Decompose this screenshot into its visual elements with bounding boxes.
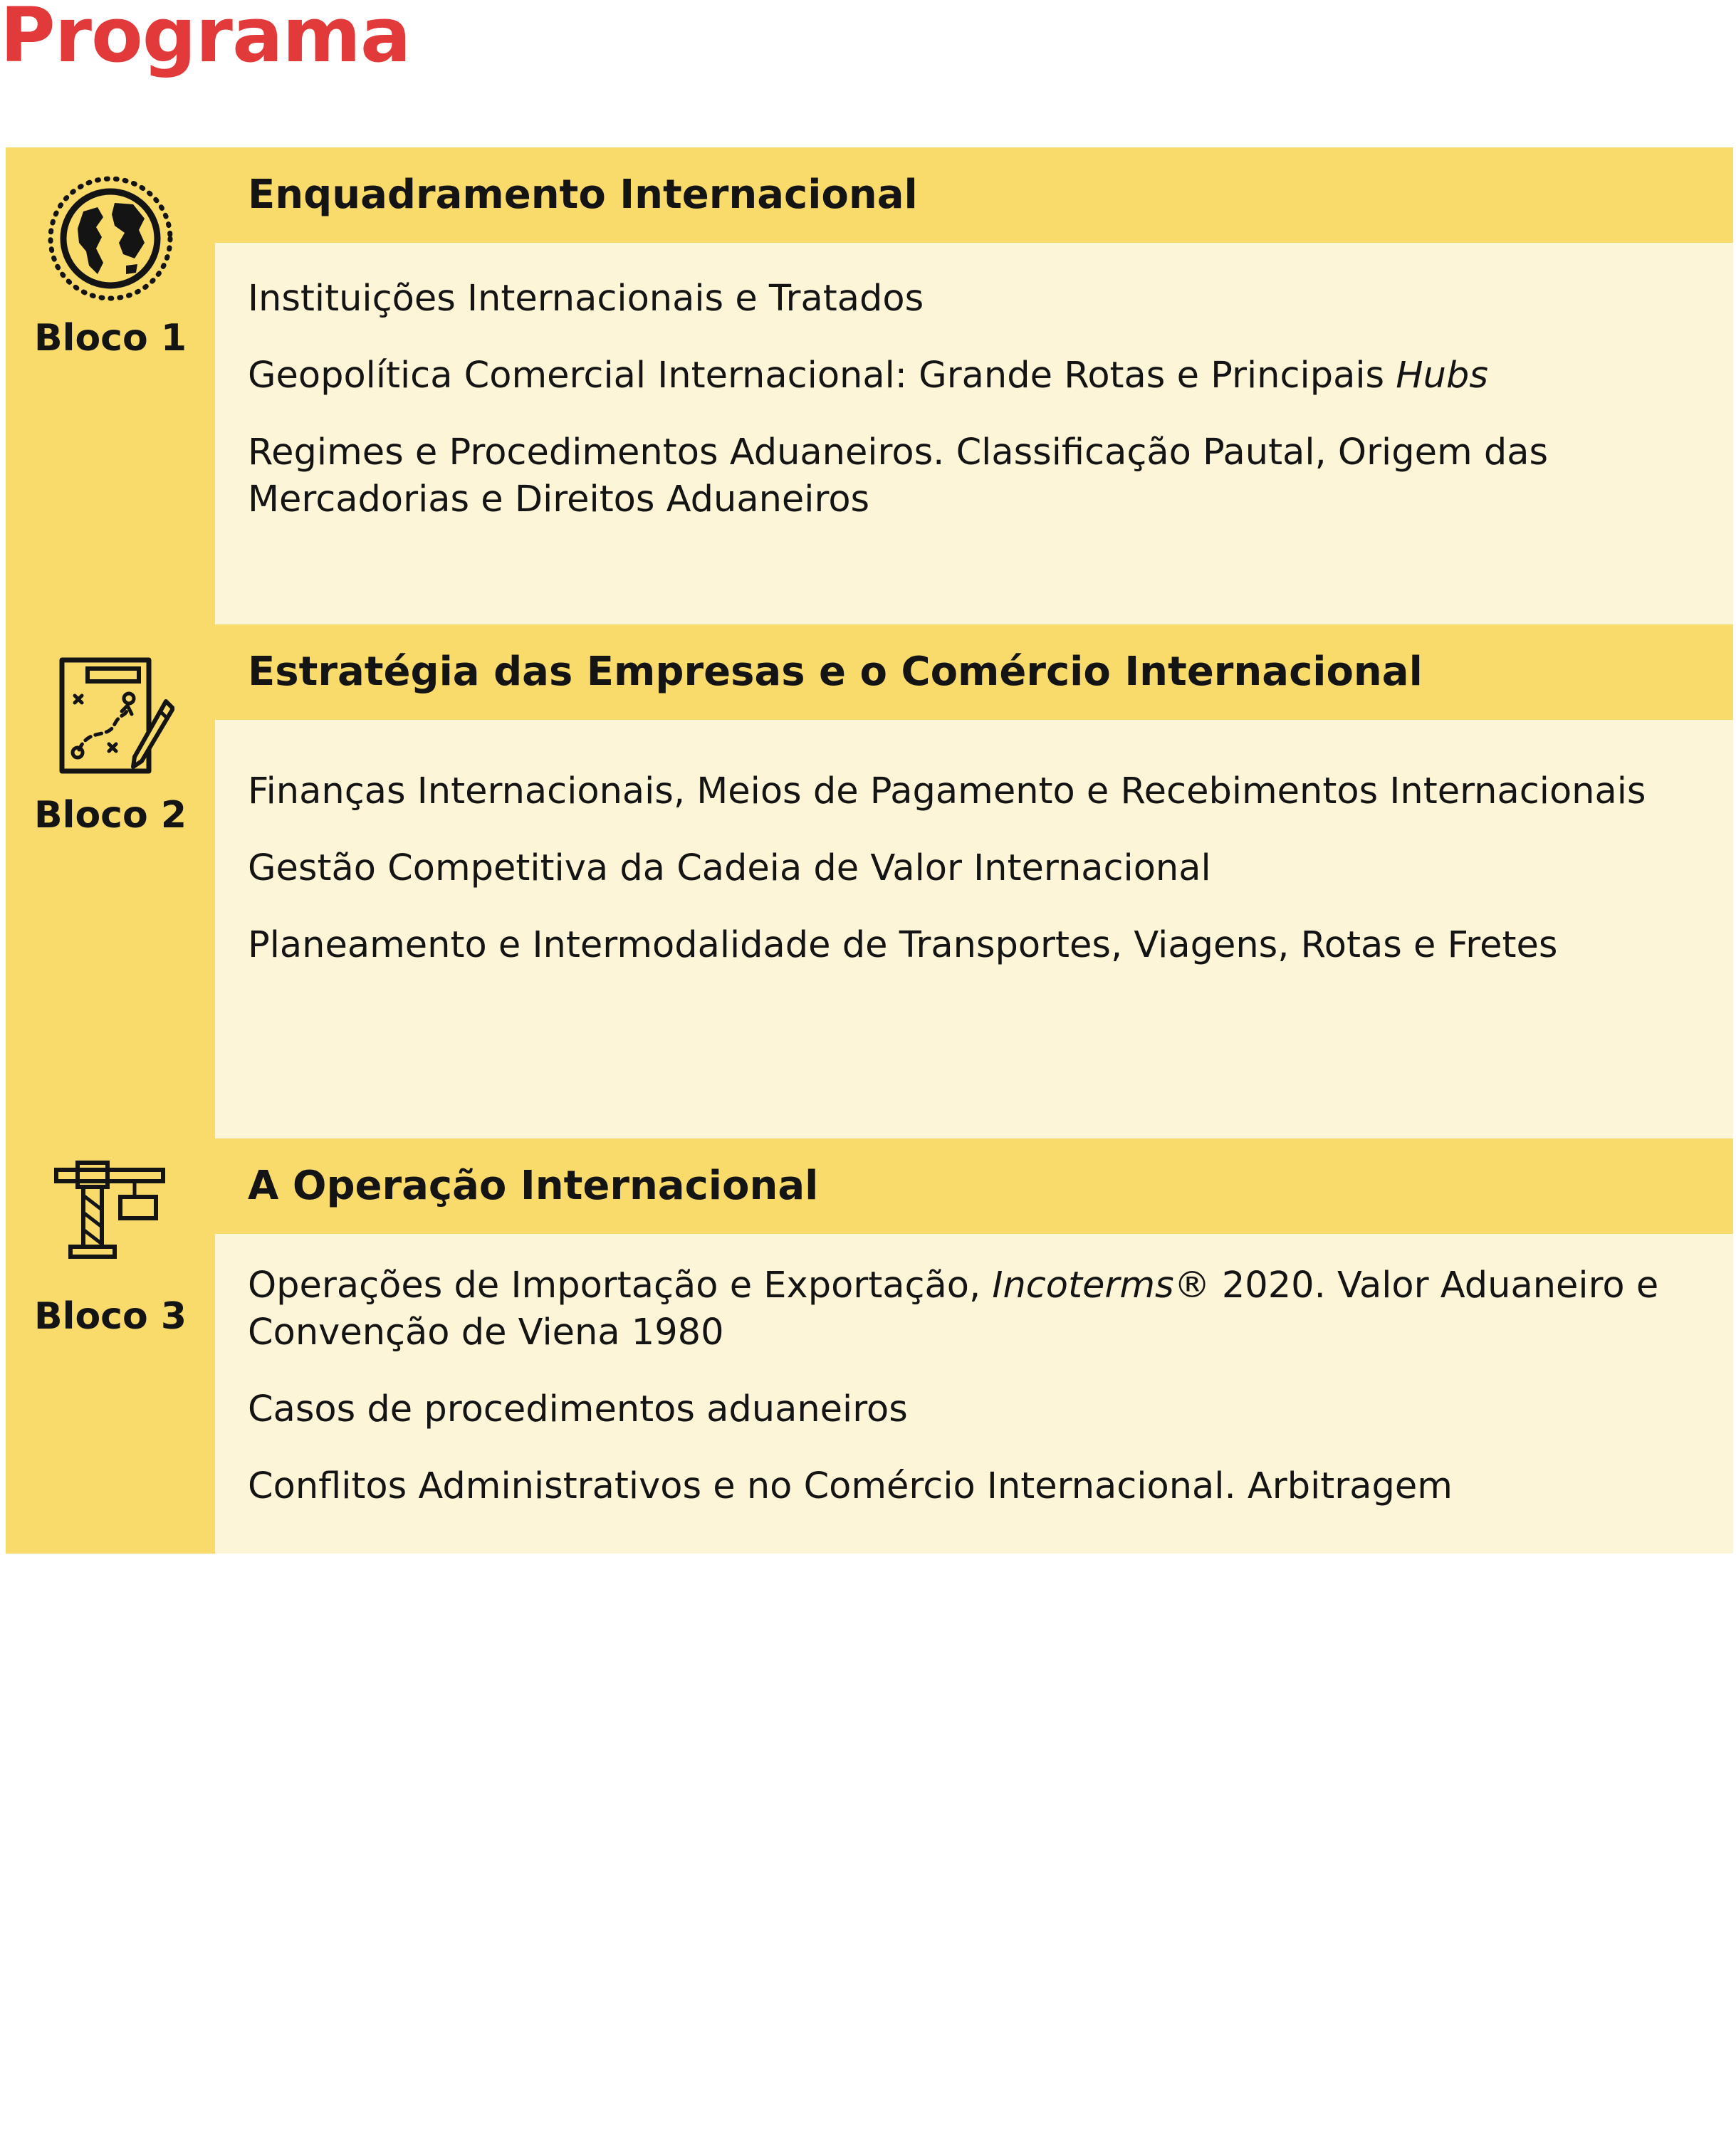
- block-2-topic-2: Gestão Competitiva da Cadeia de Valor Internacional: [248, 847, 1211, 889]
- globe-icon: [46, 174, 174, 303]
- block-2-title: Estratégia das Empresas e o Comércio Internacional: [248, 649, 1423, 695]
- block-2-label: Bloco 2: [33, 794, 187, 837]
- block-2-side: [6, 624, 215, 1138]
- block-3-body: [215, 1234, 1733, 1554]
- block-2: [6, 624, 1733, 1138]
- block-1-title: Enquadramento Internacional: [248, 172, 918, 218]
- block-1-label: Bloco 1: [33, 317, 187, 360]
- block-3-topic-1: Operações de Importação e Exportação, Incoterms® 2020. Valor Aduaneiro e Convenção de Viena 1980: [248, 1265, 1659, 1354]
- block-1-side: [6, 147, 215, 624]
- block-2-header: [215, 624, 1733, 720]
- page-title: Programa: [0, 0, 411, 79]
- block-3-header: [215, 1138, 1733, 1234]
- block-1-topic-1: Instituições Internacionais e Tratados: [248, 278, 924, 320]
- block-1-header: [215, 147, 1733, 243]
- italic-term: Incoterms: [992, 1265, 1174, 1307]
- block-3-label: Bloco 3: [33, 1295, 187, 1338]
- program-table: [6, 147, 1733, 1554]
- block-3-topic-2: Casos de procedimentos aduaneiros: [248, 1388, 908, 1430]
- block-3-topic-3: Conflitos Administrativos e no Comércio Internacional. Arbitragem: [248, 1465, 1453, 1507]
- block-3-side: [6, 1138, 215, 1554]
- block-1-topics: [215, 243, 1733, 523]
- block-2-topics: [215, 720, 1733, 969]
- block-1-topic-2: Geopolítica Comercial Internacional: Grande Rotas e Principais Hubs: [248, 355, 1488, 397]
- block-1-body: [215, 243, 1733, 624]
- block-2-body: [215, 720, 1733, 1138]
- block-3-topics: [215, 1234, 1733, 1510]
- block-3-title: A Operação Internacional: [248, 1163, 819, 1209]
- block-3: [6, 1138, 1733, 1554]
- block-1-topic-3: Regimes e Procedimentos Aduaneiros. Classificação Pautal, Origem das Mercadorias e Direitos Aduaneiros: [248, 431, 1549, 520]
- strategy-plan-icon: [46, 651, 174, 780]
- crane-icon: [46, 1157, 174, 1264]
- block-1: [6, 147, 1733, 624]
- block-2-topic-1: Finanças Internacionais, Meios de Pagamento e Recebimentos Internacionais: [248, 770, 1646, 812]
- block-2-topic-3: Planeamento e Intermodalidade de Transportes, Viagens, Rotas e Fretes: [248, 924, 1558, 966]
- italic-term: Hubs: [1396, 355, 1488, 397]
